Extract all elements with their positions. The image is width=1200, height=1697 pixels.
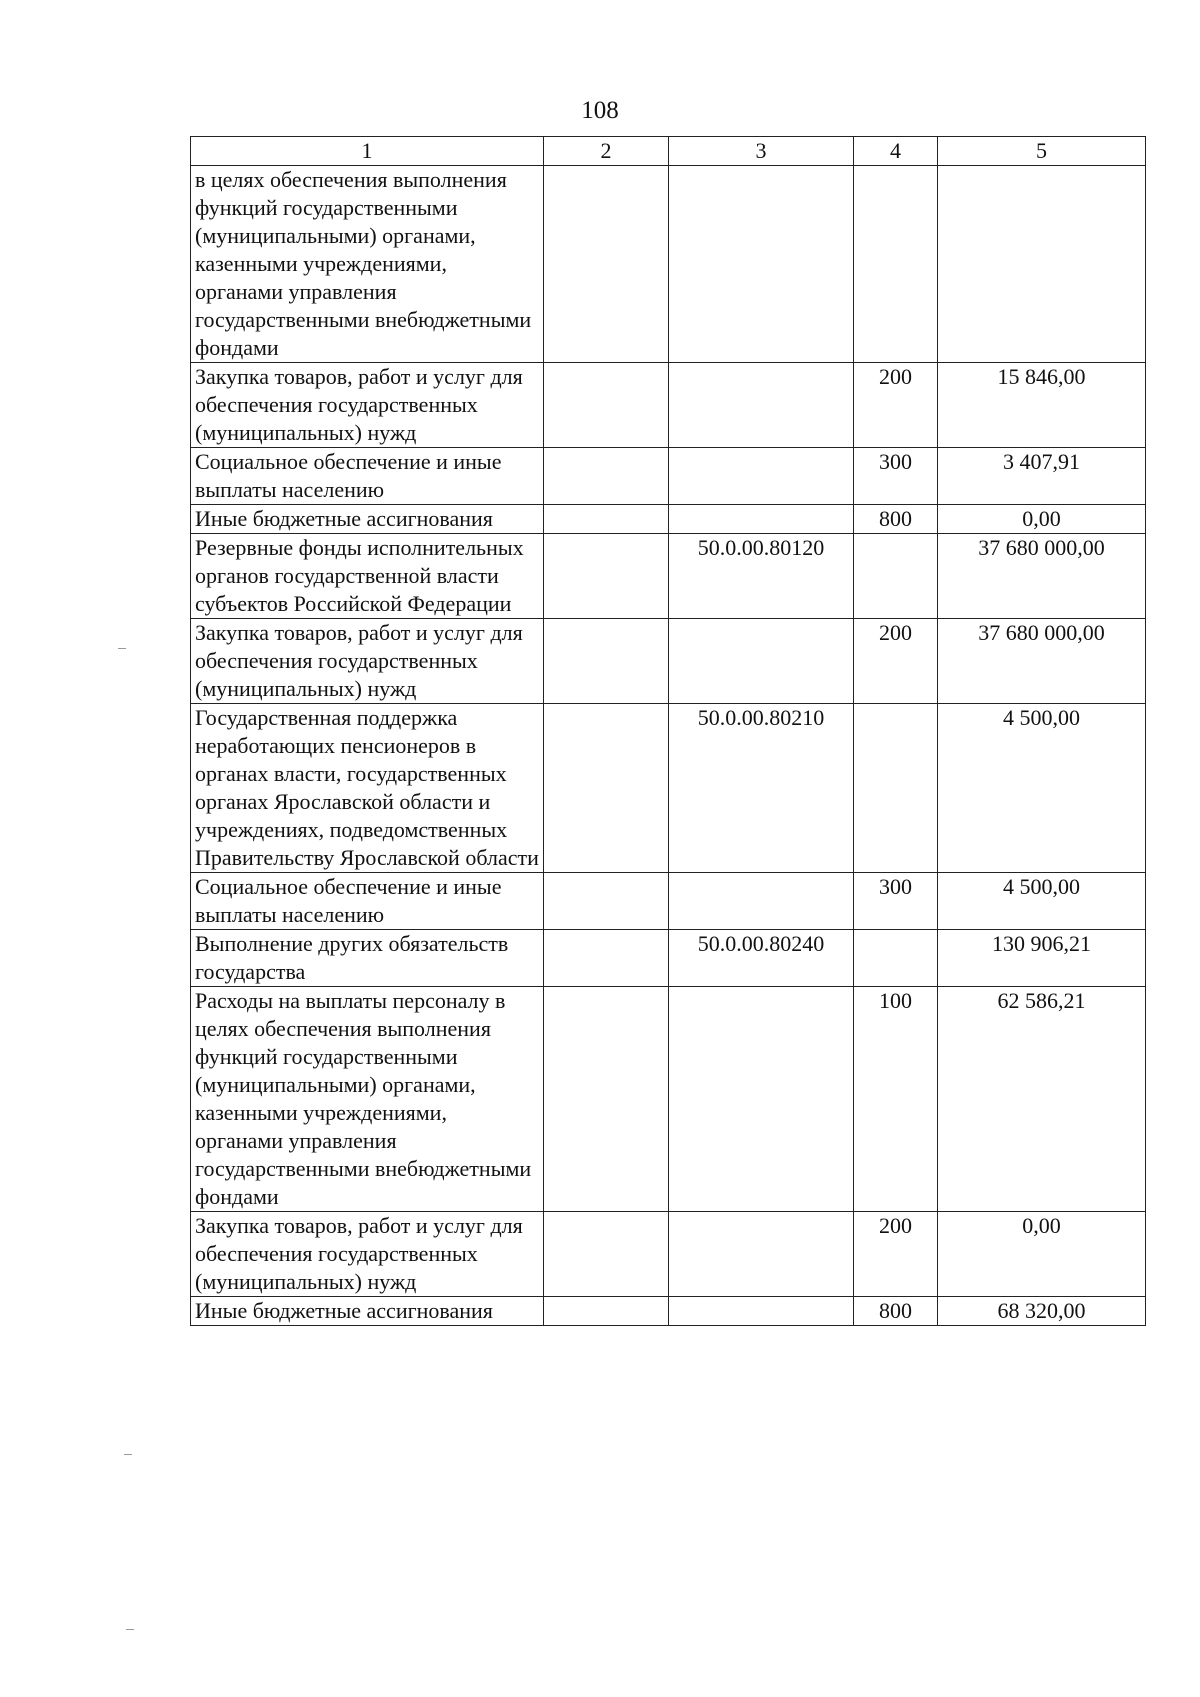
page-number: 108 [581,97,619,124]
expense-name-cell: в целях обеспечения выполнения функций государственными (муниципальными) органами, казенными учреждениями, органами управления государственными внебюджетными фондами [191,166,544,363]
table-row [191,930,1146,987]
expense-name-cell: Расходы на выплаты персоналу в целях обеспечения выполнения функций государственными (муниципальными) органами, казенными учреждениями, органами управления государственными внебюджетными фондами [191,987,544,1212]
expense-name-cell: Закупка товаров, работ и услуг для обеспечения государственных (муниципальных) нужд [191,619,544,704]
column-header: 3 [669,137,854,166]
expense-name-cell: Резервные фонды исполнительных органов государственной власти субъектов Российской Федерации [191,534,544,619]
expense-name-cell: Иные бюджетные ассигнования [191,1297,544,1326]
target-article-cell [669,873,854,930]
amount-cell: 4 500,00 [938,873,1146,930]
target-article-cell [669,363,854,448]
amount-cell: 15 846,00 [938,363,1146,448]
amount-cell: 0,00 [938,505,1146,534]
column-header: 1 [191,137,544,166]
amount-cell: 3 407,91 [938,448,1146,505]
table-row [191,505,1146,534]
section-code-cell [544,873,669,930]
expense-type-cell: 300 [854,873,938,930]
expense-type-cell: 800 [854,1297,938,1326]
expense-type-cell: 200 [854,1212,938,1297]
amount-cell: 37 680 000,00 [938,534,1146,619]
expense-name-cell: Закупка товаров, работ и услуг для обеспечения государственных (муниципальных) нужд [191,1212,544,1297]
section-code-cell [544,166,669,363]
amount-cell [938,166,1146,363]
target-article-cell [669,1297,854,1326]
section-code-cell [544,534,669,619]
expense-type-cell: 200 [854,619,938,704]
expense-name-cell: Выполнение других обязательств государства [191,930,544,987]
amount-cell: 0,00 [938,1212,1146,1297]
expense-type-cell [854,704,938,873]
expense-type-cell [854,930,938,987]
amount-cell: 68 320,00 [938,1297,1146,1326]
section-code-cell [544,363,669,448]
target-article-cell [669,505,854,534]
table-row [191,1297,1146,1326]
table-row [191,873,1146,930]
section-code-cell [544,930,669,987]
target-article-cell [669,619,854,704]
section-code-cell [544,448,669,505]
expense-type-cell: 300 [854,448,938,505]
scan-mark [126,1629,134,1630]
expense-name-cell: Государственная поддержка неработающих пенсионеров в органах власти, государственных органах Ярославской области и учреждениях, подведомственных Правительству Ярославской области [191,704,544,873]
table-row [191,363,1146,448]
amount-cell: 4 500,00 [938,704,1146,873]
expense-type-cell: 200 [854,363,938,448]
column-header: 5 [938,137,1146,166]
amount-cell: 37 680 000,00 [938,619,1146,704]
expense-type-cell [854,166,938,363]
table-row [191,704,1146,873]
table-row [191,1212,1146,1297]
amount-cell: 130 906,21 [938,930,1146,987]
section-code-cell [544,619,669,704]
expense-name-cell: Закупка товаров, работ и услуг для обеспечения государственных (муниципальных) нужд [191,363,544,448]
target-article-cell [669,166,854,363]
amount-cell: 62 586,21 [938,987,1146,1212]
section-code-cell [544,505,669,534]
target-article-cell [669,448,854,505]
expense-type-cell: 100 [854,987,938,1212]
section-code-cell [544,704,669,873]
table-row [191,166,1146,363]
target-article-cell: 50.0.00.80240 [669,930,854,987]
target-article-cell: 50.0.00.80210 [669,704,854,873]
column-number-row [191,137,1146,166]
target-article-cell [669,987,854,1212]
budget-table [190,136,1146,1326]
section-code-cell [544,1297,669,1326]
expense-name-cell: Социальное обеспечение и иные выплаты населению [191,873,544,930]
expense-name-cell: Социальное обеспечение и иные выплаты населению [191,448,544,505]
section-code-cell [544,987,669,1212]
table-row [191,448,1146,505]
scan-mark [124,1454,132,1455]
section-code-cell [544,1212,669,1297]
scan-mark [118,648,126,649]
column-header: 4 [854,137,938,166]
column-header: 2 [544,137,669,166]
expense-name-cell: Иные бюджетные ассигнования [191,505,544,534]
expense-type-cell: 800 [854,505,938,534]
target-article-cell [669,1212,854,1297]
table-row [191,987,1146,1212]
expense-type-cell [854,534,938,619]
table-row [191,619,1146,704]
target-article-cell: 50.0.00.80120 [669,534,854,619]
table-row [191,534,1146,619]
